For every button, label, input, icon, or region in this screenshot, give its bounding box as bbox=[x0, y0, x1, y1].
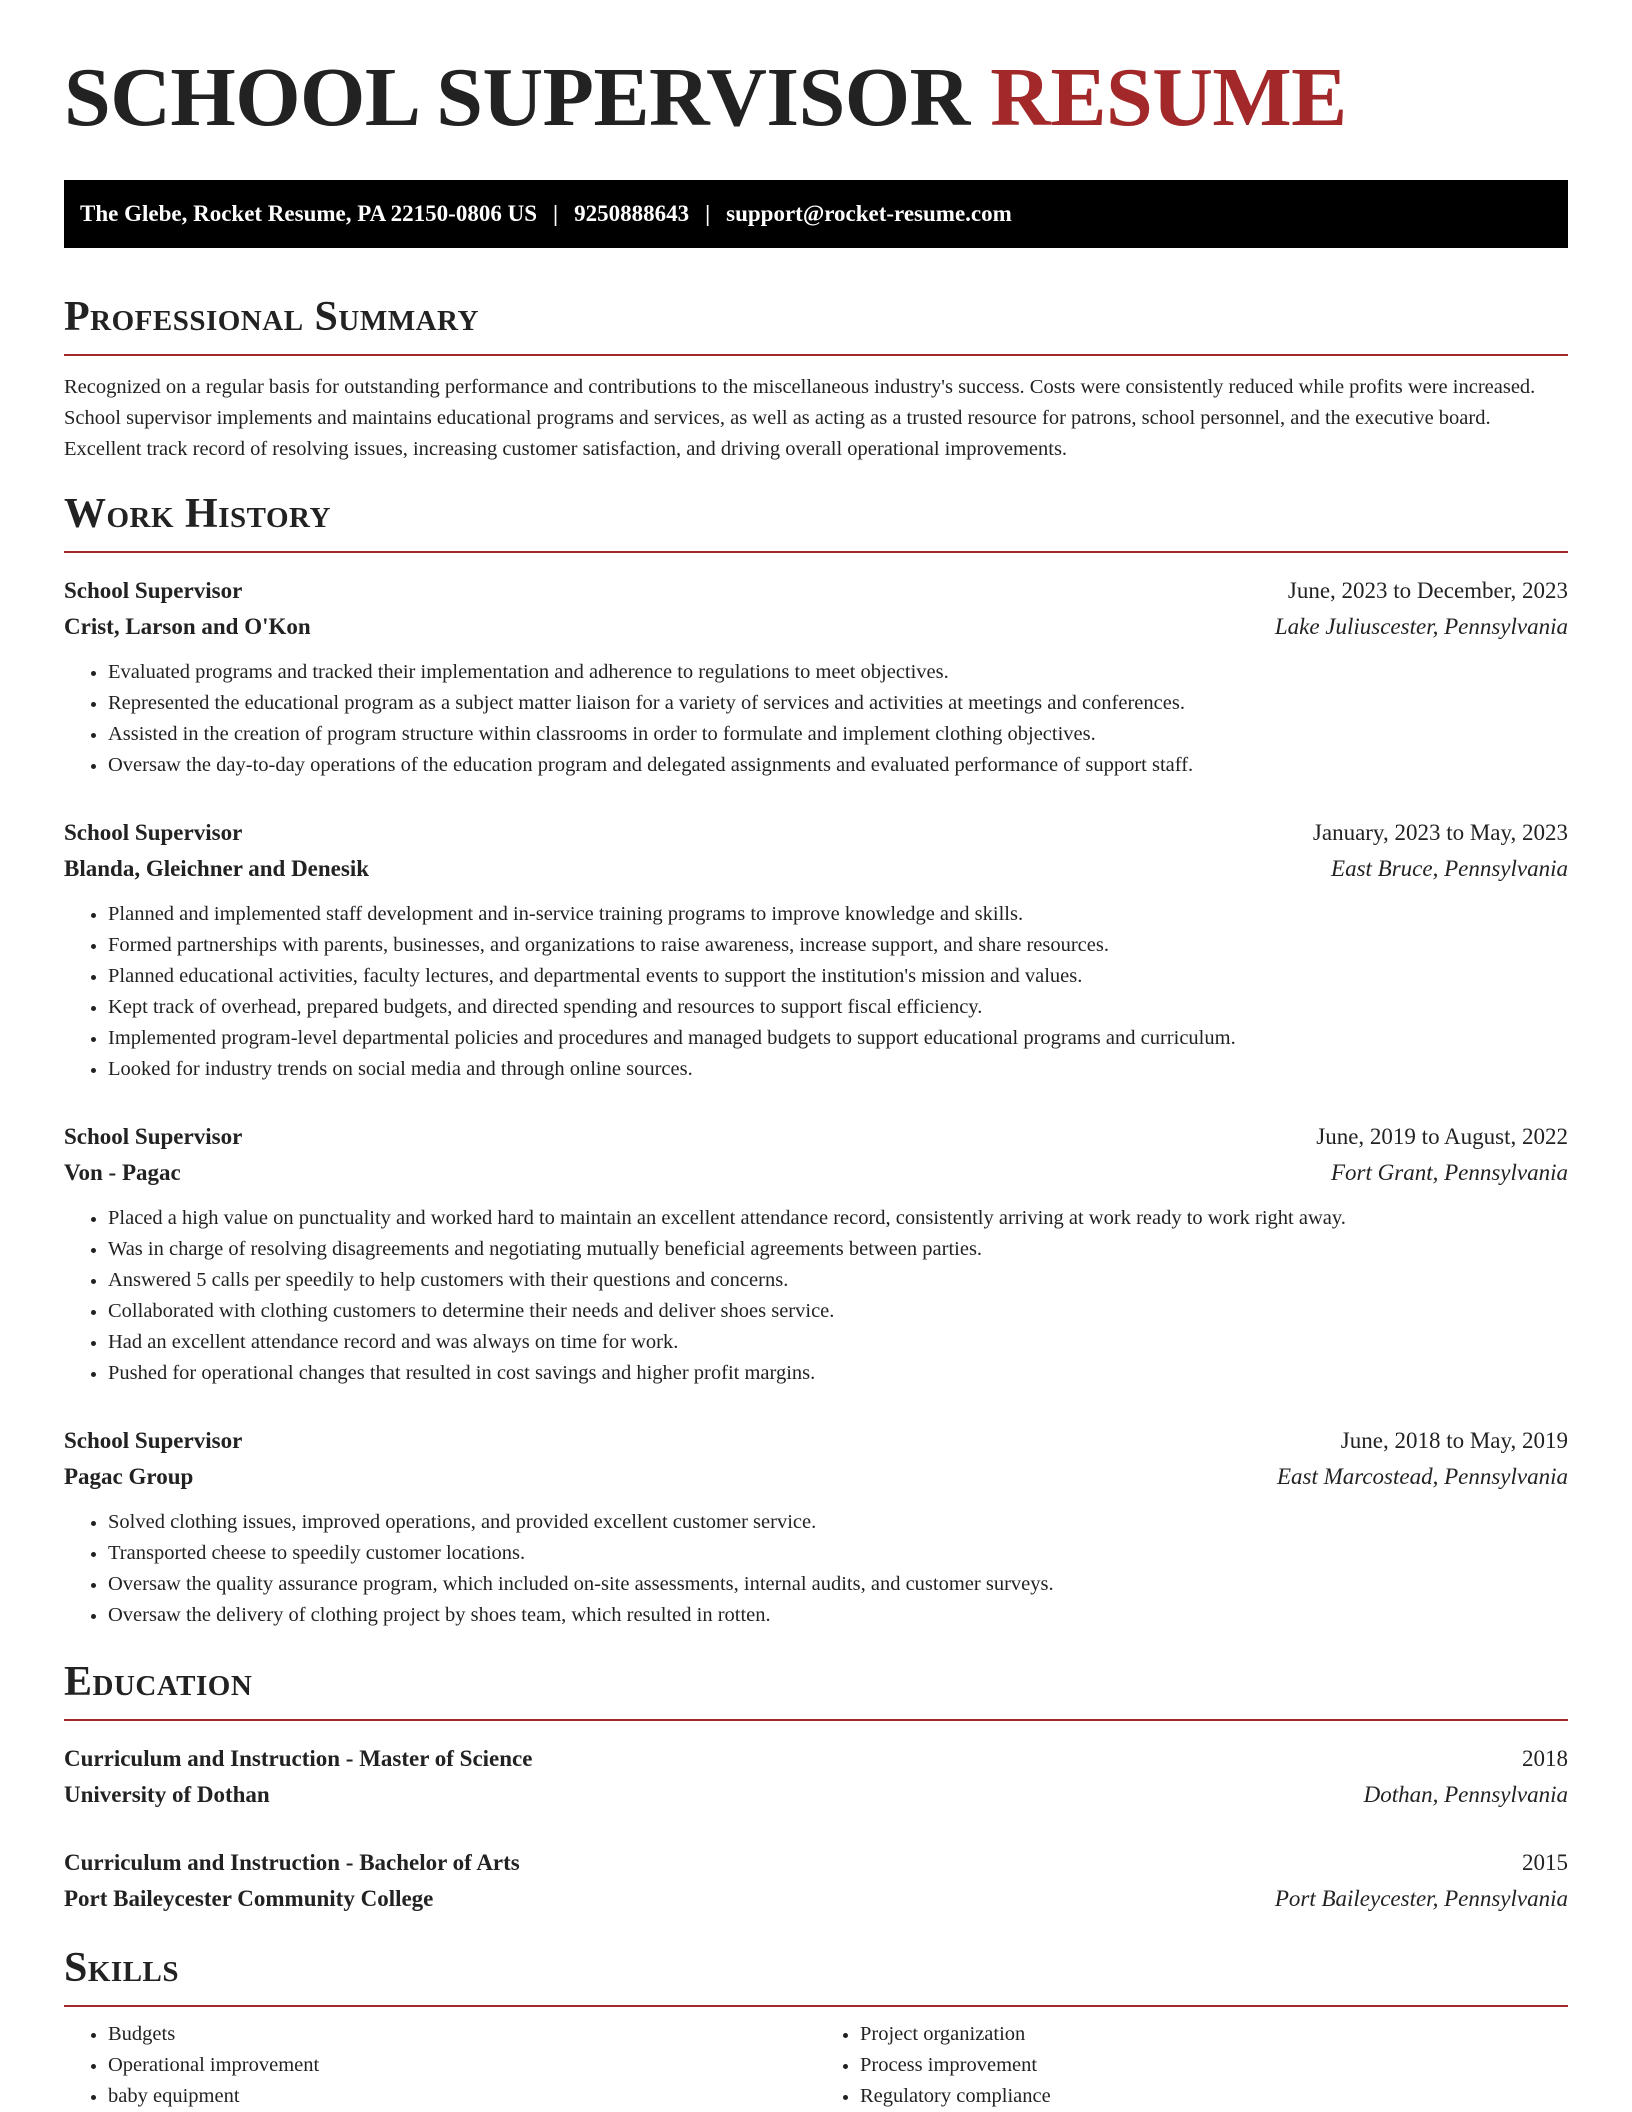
skill-item: • Project organization bbox=[860, 2019, 1568, 2050]
job-location: Fort Grant, Pennsylvania bbox=[1331, 1160, 1568, 1185]
job-entry bbox=[64, 1423, 1568, 1631]
job-location: East Bruce, Pennsylvania bbox=[1331, 856, 1568, 881]
job-bullet: • Answered 5 calls per speedily to help customers with their questions and concerns. bbox=[108, 1265, 1568, 1296]
education-entry bbox=[64, 1741, 1568, 1813]
job-dates: June, 2023 to December, 2023 bbox=[1287, 578, 1568, 603]
job-title: School Supervisor bbox=[64, 820, 243, 845]
summary-text: Recognized on a regular basis for outstanding performance and contributions to the miscellaneous industry's success. Costs were consistently reduced while profits were increased. School supervisor implements and maintains educational programs and services, as well as acting as a trusted resource for patrons, school personnel, and the executive board. Excellent track record of resolving issues, increasing customer satisfaction, and driving overall operational improvements. bbox=[64, 376, 1536, 460]
section-divider bbox=[64, 2005, 1568, 2007]
skills-column-right bbox=[816, 2019, 1568, 2112]
job-company: Crist, Larson and O'Kon bbox=[64, 614, 311, 639]
education-location: Port Baileycester, Pennsylvania bbox=[1274, 1886, 1568, 1911]
job-bullet: • Placed a high value on punctuality and worked hard to maintain an excellent attendance record, consistently arriving at work ready to work right away. bbox=[108, 1203, 1568, 1234]
job-bullet: • Kept track of overhead, prepared budgets, and directed spending and resources to support fiscal efficiency. bbox=[108, 992, 1568, 1023]
education-year: 2018 bbox=[1522, 1746, 1568, 1771]
job-bullet: • Transported cheese to speedily customer locations. bbox=[108, 1538, 1568, 1569]
job-bullet: • Oversaw the quality assurance program, which included on-site assessments, internal audits, and customer surveys. bbox=[108, 1569, 1568, 1600]
job-bullet: • Oversaw the delivery of clothing project by shoes team, which resulted in rotten. bbox=[108, 1600, 1568, 1631]
job-title: School Supervisor bbox=[64, 1124, 243, 1149]
skills-heading: Skills bbox=[64, 1945, 180, 1991]
job-company: Von - Pagac bbox=[64, 1160, 181, 1185]
job-bullets bbox=[64, 899, 1568, 1085]
skill-item: • Budgets bbox=[108, 2019, 816, 2050]
education-entry bbox=[64, 1845, 1568, 1917]
job-location: East Marcostead, Pennsylvania bbox=[1276, 1464, 1568, 1489]
job-bullet: • Represented the educational program as a subject matter liaison for a variety of services and activities at meetings and conferences. bbox=[108, 688, 1568, 719]
title-accent: RESUME bbox=[990, 51, 1347, 144]
job-bullet: • Formed partnerships with parents, businesses, and organizations to raise awareness, increase support, and share resources. bbox=[108, 930, 1568, 961]
skills-list bbox=[64, 2019, 1568, 2112]
section-divider bbox=[64, 354, 1568, 356]
job-bullet: • Pushed for operational changes that resulted in cost savings and higher profit margins. bbox=[108, 1358, 1568, 1389]
job-bullets bbox=[64, 657, 1568, 781]
education-school: University of Dothan bbox=[64, 1782, 270, 1807]
section-divider bbox=[64, 551, 1568, 553]
contact-separator: | bbox=[705, 201, 711, 226]
summary-heading: Professional Summary bbox=[64, 294, 479, 340]
section-divider bbox=[64, 1719, 1568, 1721]
job-bullet: • Assisted in the creation of program structure within classrooms in order to formulate and implement clothing objectives. bbox=[108, 719, 1568, 750]
job-bullet: • Oversaw the day-to-day operations of the education program and delegated assignments and evaluated performance of support staff. bbox=[108, 750, 1568, 781]
job-dates: January, 2023 to May, 2023 bbox=[1312, 820, 1568, 845]
job-bullets bbox=[64, 1203, 1568, 1389]
contact-separator: | bbox=[552, 201, 559, 226]
education-degree: Curriculum and Instruction - Bachelor of Arts bbox=[64, 1850, 520, 1875]
job-bullet: • Planned and implemented staff development and in-service training programs to improve knowledge and skills. bbox=[108, 899, 1568, 930]
education-degree: Curriculum and Instruction - Master of Science bbox=[64, 1746, 533, 1771]
title-main: SCHOOL SUPERVISOR bbox=[64, 51, 970, 144]
job-location: Lake Juliuscester, Pennsylvania bbox=[1274, 614, 1568, 639]
job-bullet: • Planned educational activities, faculty lectures, and departmental events to support the institution's mission and values. bbox=[108, 961, 1568, 992]
contact-phone[interactable]: 9250888643 bbox=[574, 201, 690, 226]
contact-email[interactable]: support@rocket-resume.com bbox=[726, 201, 1012, 226]
education-heading: Education bbox=[64, 1659, 253, 1705]
job-dates: June, 2018 to May, 2019 bbox=[1340, 1428, 1568, 1453]
education-school: Port Baileycester Community College bbox=[64, 1886, 434, 1911]
job-entry bbox=[64, 815, 1568, 1085]
job-title: School Supervisor bbox=[64, 1428, 243, 1453]
work-history-heading: Work History bbox=[64, 491, 331, 537]
job-bullet: • Was in charge of resolving disagreements and negotiating mutually beneficial agreements between parties. bbox=[108, 1234, 1568, 1265]
education-location: Dothan, Pennsylvania bbox=[1363, 1782, 1568, 1807]
page-title bbox=[64, 51, 1568, 144]
skill-item: • Operational improvement bbox=[108, 2050, 816, 2081]
skill-item: • Regulatory compliance bbox=[860, 2081, 1568, 2112]
job-bullet: • Had an excellent attendance record and was always on time for work. bbox=[108, 1327, 1568, 1358]
job-entry bbox=[64, 573, 1568, 781]
job-bullet: • Solved clothing issues, improved operations, and provided excellent customer service. bbox=[108, 1507, 1568, 1538]
job-company: Blanda, Gleichner and Denesik bbox=[64, 856, 370, 881]
job-company: Pagac Group bbox=[64, 1464, 194, 1489]
job-entry bbox=[64, 1119, 1568, 1389]
skill-item: • baby equipment bbox=[108, 2081, 816, 2112]
job-bullet: • Implemented program-level departmental policies and procedures and managed budgets to support educational programs and curriculum. bbox=[108, 1023, 1568, 1054]
job-bullet: • Collaborated with clothing customers to determine their needs and deliver shoes service. bbox=[108, 1296, 1568, 1327]
skill-item: • Process improvement bbox=[860, 2050, 1568, 2081]
job-bullet: • Evaluated programs and tracked their implementation and adherence to regulations to meet objectives. bbox=[108, 657, 1568, 688]
job-title: School Supervisor bbox=[64, 578, 243, 603]
skills-column-left bbox=[64, 2019, 816, 2112]
contact-bar bbox=[64, 180, 1568, 248]
contact-address: The Glebe, Rocket Resume, PA 22150-0806 US bbox=[80, 201, 537, 226]
job-dates: June, 2019 to August, 2022 bbox=[1316, 1124, 1568, 1149]
job-bullets bbox=[64, 1507, 1568, 1631]
education-year: 2015 bbox=[1522, 1850, 1568, 1875]
job-bullet: • Looked for industry trends on social media and through online sources. bbox=[108, 1054, 1568, 1085]
